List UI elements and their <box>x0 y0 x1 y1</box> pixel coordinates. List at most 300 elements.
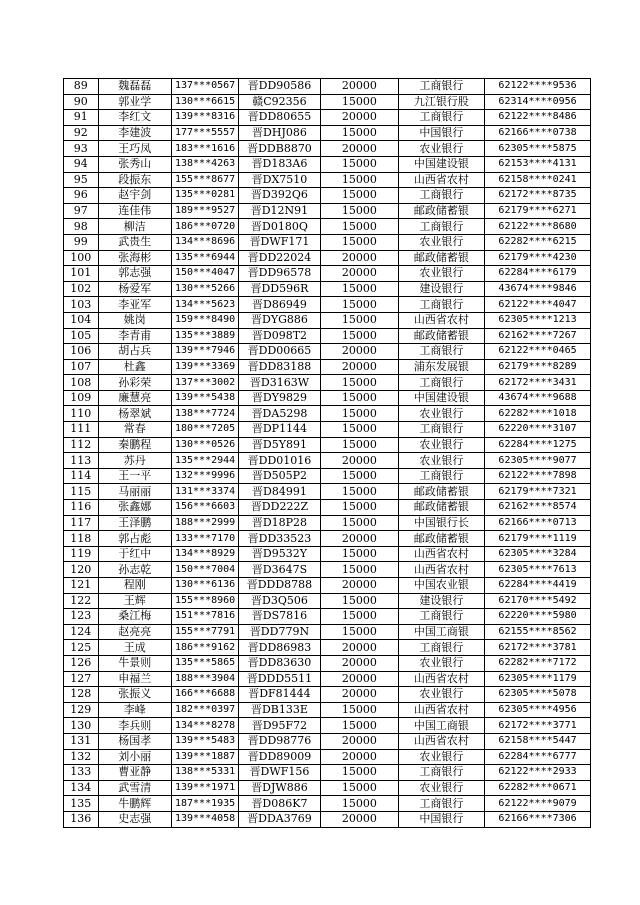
card-number-cell: 62314****0956 <box>485 94 591 110</box>
plate-number-cell: 晋D86949 <box>238 297 320 313</box>
name-cell: 牛景则 <box>98 655 171 671</box>
amount-cell: 15000 <box>320 780 398 796</box>
name-cell: 李红文 <box>98 110 171 126</box>
bank-cell: 山西省农村 <box>398 172 484 188</box>
table-row <box>64 609 591 625</box>
table-row <box>64 172 591 188</box>
phone-cell: 138***4263 <box>171 156 238 172</box>
plate-number-cell: 晋D505P2 <box>238 468 320 484</box>
name-cell: 杨翠斌 <box>98 406 171 422</box>
phone-cell: 133***7170 <box>171 531 238 547</box>
phone-cell: 159***8490 <box>171 312 238 328</box>
name-cell: 连佳伟 <box>98 203 171 219</box>
plate-number-cell: 晋DD96578 <box>238 266 320 282</box>
row-number-cell: 132 <box>64 749 99 765</box>
bank-cell: 工商银行 <box>398 468 484 484</box>
row-number-cell: 97 <box>64 203 99 219</box>
name-cell: 常春 <box>98 422 171 438</box>
card-number-cell: 62122****0465 <box>485 344 591 360</box>
bank-cell: 工商银行 <box>398 422 484 438</box>
amount-cell: 15000 <box>320 468 398 484</box>
plate-number-cell: 晋D9532Y <box>238 546 320 562</box>
phone-cell: 134***8929 <box>171 546 238 562</box>
card-number-cell: 62172****3781 <box>485 640 591 656</box>
table-row <box>64 578 591 594</box>
name-cell: 武贵生 <box>98 234 171 250</box>
payment-table-sheet <box>63 78 591 828</box>
row-number-cell: 136 <box>64 811 99 827</box>
bank-cell: 工商银行 <box>398 640 484 656</box>
amount-cell: 15000 <box>320 562 398 578</box>
phone-cell: 131***3374 <box>171 484 238 500</box>
amount-cell: 15000 <box>320 609 398 625</box>
table-row <box>64 765 591 781</box>
card-number-cell: 62158****0241 <box>485 172 591 188</box>
plate-number-cell: 晋DHJ086 <box>238 125 320 141</box>
bank-cell: 九江银行股 <box>398 94 484 110</box>
name-cell: 杨爱军 <box>98 281 171 297</box>
amount-cell: 20000 <box>320 811 398 827</box>
table-row <box>64 297 591 313</box>
card-number-cell: 62162****8574 <box>485 500 591 516</box>
amount-cell: 15000 <box>320 390 398 406</box>
card-number-cell: 62305****9077 <box>485 453 591 469</box>
amount-cell: 20000 <box>320 578 398 594</box>
phone-cell: 137***0567 <box>171 79 238 95</box>
table-row <box>64 640 591 656</box>
name-cell: 武雪清 <box>98 780 171 796</box>
phone-cell: 134***5623 <box>171 297 238 313</box>
card-number-cell: 62179****7321 <box>485 484 591 500</box>
name-cell: 张振义 <box>98 687 171 703</box>
plate-number-cell: 晋D0180Q <box>238 219 320 235</box>
phone-cell: 180***7205 <box>171 422 238 438</box>
name-cell: 王辉 <box>98 593 171 609</box>
row-number-cell: 94 <box>64 156 99 172</box>
name-cell: 杨国孝 <box>98 733 171 749</box>
table-row <box>64 188 591 204</box>
amount-cell: 20000 <box>320 733 398 749</box>
phone-cell: 139***5483 <box>171 733 238 749</box>
plate-number-cell: 晋D392Q6 <box>238 188 320 204</box>
table-row <box>64 141 591 157</box>
phone-cell: 186***9162 <box>171 640 238 656</box>
row-number-cell: 108 <box>64 375 99 391</box>
table-row <box>64 562 591 578</box>
name-cell: 郭占彪 <box>98 531 171 547</box>
phone-cell: 139***1887 <box>171 749 238 765</box>
phone-cell: 139***1971 <box>171 780 238 796</box>
card-number-cell: 62284****6179 <box>485 266 591 282</box>
row-number-cell: 123 <box>64 609 99 625</box>
row-number-cell: 119 <box>64 546 99 562</box>
card-number-cell: 62282****7172 <box>485 655 591 671</box>
card-number-cell: 62158****5447 <box>485 733 591 749</box>
card-number-cell: 62282****1018 <box>485 406 591 422</box>
bank-cell: 邮政储蓄银 <box>398 500 484 516</box>
amount-cell: 15000 <box>320 281 398 297</box>
bank-cell: 工商银行 <box>398 219 484 235</box>
name-cell: 赵亮亮 <box>98 624 171 640</box>
row-number-cell: 115 <box>64 484 99 500</box>
row-number-cell: 110 <box>64 406 99 422</box>
name-cell: 赵宇剑 <box>98 188 171 204</box>
plate-number-cell: 晋D5Y891 <box>238 437 320 453</box>
phone-cell: 137***3002 <box>171 375 238 391</box>
name-cell: 孙志乾 <box>98 562 171 578</box>
phone-cell: 139***4058 <box>171 811 238 827</box>
name-cell: 李青甫 <box>98 328 171 344</box>
row-number-cell: 101 <box>64 266 99 282</box>
name-cell: 李峰 <box>98 702 171 718</box>
plate-number-cell: 晋D3163W <box>238 375 320 391</box>
phone-cell: 134***8696 <box>171 234 238 250</box>
table-row <box>64 796 591 812</box>
card-number-cell: 62122****9536 <box>485 79 591 95</box>
bank-cell: 中国工商银 <box>398 718 484 734</box>
plate-number-cell: 晋DB133E <box>238 702 320 718</box>
name-cell: 张秀山 <box>98 156 171 172</box>
plate-number-cell: 晋D3647S <box>238 562 320 578</box>
card-number-cell: 62284****1275 <box>485 437 591 453</box>
table-row <box>64 281 591 297</box>
phone-cell: 135***0281 <box>171 188 238 204</box>
plate-number-cell: 晋DD01016 <box>238 453 320 469</box>
bank-cell: 农业银行 <box>398 655 484 671</box>
card-number-cell: 62166****0713 <box>485 515 591 531</box>
name-cell: 王成 <box>98 640 171 656</box>
phone-cell: 139***5438 <box>171 390 238 406</box>
card-number-cell: 62284****6777 <box>485 749 591 765</box>
phone-cell: 155***8677 <box>171 172 238 188</box>
table-row <box>64 125 591 141</box>
phone-cell: 150***7004 <box>171 562 238 578</box>
row-number-cell: 117 <box>64 515 99 531</box>
bank-cell: 建设银行 <box>398 281 484 297</box>
plate-number-cell: 晋DWF171 <box>238 234 320 250</box>
table-row <box>64 250 591 266</box>
bank-cell: 山西省农村 <box>398 702 484 718</box>
name-cell: 李兵则 <box>98 718 171 734</box>
plate-number-cell: 晋DD86983 <box>238 640 320 656</box>
row-number-cell: 135 <box>64 796 99 812</box>
table-row <box>64 359 591 375</box>
name-cell: 马丽丽 <box>98 484 171 500</box>
plate-number-cell: 晋DX7510 <box>238 172 320 188</box>
bank-cell: 工商银行 <box>398 344 484 360</box>
amount-cell: 20000 <box>320 250 398 266</box>
plate-number-cell: 晋D086K7 <box>238 796 320 812</box>
row-number-cell: 118 <box>64 531 99 547</box>
row-number-cell: 121 <box>64 578 99 594</box>
amount-cell: 15000 <box>320 422 398 438</box>
phone-cell: 130***6136 <box>171 578 238 594</box>
bank-cell: 工商银行 <box>398 375 484 391</box>
plate-number-cell: 晋DJW886 <box>238 780 320 796</box>
row-number-cell: 104 <box>64 312 99 328</box>
bank-cell: 农业银行 <box>398 749 484 765</box>
phone-cell: 166***6688 <box>171 687 238 703</box>
amount-cell: 15000 <box>320 765 398 781</box>
amount-cell: 20000 <box>320 266 398 282</box>
name-cell: 郭业学 <box>98 94 171 110</box>
bank-cell: 中国建设银 <box>398 156 484 172</box>
amount-cell: 15000 <box>320 156 398 172</box>
bank-cell: 工商银行 <box>398 796 484 812</box>
amount-cell: 15000 <box>320 188 398 204</box>
row-number-cell: 129 <box>64 702 99 718</box>
bank-cell: 农业银行 <box>398 141 484 157</box>
phone-cell: 189***9527 <box>171 203 238 219</box>
plate-number-cell: 晋D84991 <box>238 484 320 500</box>
plate-number-cell: 晋D12N91 <box>238 203 320 219</box>
bank-cell: 工商银行 <box>398 609 484 625</box>
plate-number-cell: 赣C92356 <box>238 94 320 110</box>
card-number-cell: 62153****4131 <box>485 156 591 172</box>
amount-cell: 15000 <box>320 219 398 235</box>
plate-number-cell: 晋DD90586 <box>238 79 320 95</box>
bank-cell: 农业银行 <box>398 453 484 469</box>
amount-cell: 15000 <box>320 500 398 516</box>
table-row <box>64 375 591 391</box>
table-row <box>64 156 591 172</box>
card-number-cell: 62122****7898 <box>485 468 591 484</box>
bank-cell: 山西省农村 <box>398 562 484 578</box>
bank-cell: 邮政储蓄银 <box>398 531 484 547</box>
card-number-cell: 43674****9846 <box>485 281 591 297</box>
phone-cell: 177***5557 <box>171 125 238 141</box>
plate-number-cell: 晋DD779N <box>238 624 320 640</box>
name-cell: 张海彬 <box>98 250 171 266</box>
amount-cell: 15000 <box>320 546 398 562</box>
plate-number-cell: 晋DD89009 <box>238 749 320 765</box>
amount-cell: 20000 <box>320 141 398 157</box>
amount-cell: 15000 <box>320 796 398 812</box>
row-number-cell: 109 <box>64 390 99 406</box>
table-row <box>64 453 591 469</box>
card-number-cell: 62220****3107 <box>485 422 591 438</box>
phone-cell: 138***7724 <box>171 406 238 422</box>
amount-cell: 15000 <box>320 515 398 531</box>
card-number-cell: 62220****5980 <box>485 609 591 625</box>
card-number-cell: 62179****8289 <box>485 359 591 375</box>
row-number-cell: 126 <box>64 655 99 671</box>
plate-number-cell: 晋DD83188 <box>238 359 320 375</box>
card-number-cell: 62305****1213 <box>485 312 591 328</box>
card-number-cell: 62305****7613 <box>485 562 591 578</box>
phone-cell: 135***6944 <box>171 250 238 266</box>
table-row <box>64 219 591 235</box>
row-number-cell: 89 <box>64 79 99 95</box>
card-number-cell: 62172****3431 <box>485 375 591 391</box>
plate-number-cell: 晋DDA3769 <box>238 811 320 827</box>
phone-cell: 130***6615 <box>171 94 238 110</box>
card-number-cell: 62170****5492 <box>485 593 591 609</box>
amount-cell: 15000 <box>320 312 398 328</box>
plate-number-cell: 晋DD83630 <box>238 655 320 671</box>
phone-cell: 155***8960 <box>171 593 238 609</box>
table-row <box>64 500 591 516</box>
phone-cell: 130***0526 <box>171 437 238 453</box>
amount-cell: 15000 <box>320 437 398 453</box>
name-cell: 段振东 <box>98 172 171 188</box>
phone-cell: 138***5331 <box>171 765 238 781</box>
name-cell: 史志强 <box>98 811 171 827</box>
plate-number-cell: 晋DDB8870 <box>238 141 320 157</box>
plate-number-cell: 晋DWF156 <box>238 765 320 781</box>
table-row <box>64 468 591 484</box>
phone-cell: 150***4047 <box>171 266 238 282</box>
table-row <box>64 390 591 406</box>
name-cell: 秦鹏程 <box>98 437 171 453</box>
card-number-cell: 62172****3771 <box>485 718 591 734</box>
plate-number-cell: 晋DD33523 <box>238 531 320 547</box>
plate-number-cell: 晋D18P28 <box>238 515 320 531</box>
amount-cell: 15000 <box>320 328 398 344</box>
plate-number-cell: 晋D098T2 <box>238 328 320 344</box>
bank-cell: 中国农业银 <box>398 578 484 594</box>
amount-cell: 15000 <box>320 593 398 609</box>
table-row <box>64 79 591 95</box>
phone-cell: 139***7946 <box>171 344 238 360</box>
bank-cell: 工商银行 <box>398 79 484 95</box>
name-cell: 桑江梅 <box>98 609 171 625</box>
table-row <box>64 702 591 718</box>
table-row <box>64 718 591 734</box>
row-number-cell: 91 <box>64 110 99 126</box>
name-cell: 李建波 <box>98 125 171 141</box>
amount-cell: 20000 <box>320 79 398 95</box>
bank-cell: 邮政储蓄银 <box>398 203 484 219</box>
card-number-cell: 62305****4956 <box>485 702 591 718</box>
table-row <box>64 406 591 422</box>
phone-cell: 135***2944 <box>171 453 238 469</box>
amount-cell: 20000 <box>320 531 398 547</box>
amount-cell: 20000 <box>320 687 398 703</box>
phone-cell: 132***9996 <box>171 468 238 484</box>
amount-cell: 20000 <box>320 671 398 687</box>
phone-cell: 139***3369 <box>171 359 238 375</box>
name-cell: 柳洁 <box>98 219 171 235</box>
plate-number-cell: 晋DD80655 <box>238 110 320 126</box>
row-number-cell: 112 <box>64 437 99 453</box>
payment-table <box>63 78 591 828</box>
bank-cell: 农业银行 <box>398 234 484 250</box>
table-row <box>64 94 591 110</box>
row-number-cell: 114 <box>64 468 99 484</box>
bank-cell: 邮政储蓄银 <box>398 250 484 266</box>
name-cell: 王泽鹏 <box>98 515 171 531</box>
phone-cell: 186***0720 <box>171 219 238 235</box>
phone-cell: 188***2999 <box>171 515 238 531</box>
table-row <box>64 437 591 453</box>
phone-cell: 188***3904 <box>171 671 238 687</box>
name-cell: 程刚 <box>98 578 171 594</box>
card-number-cell: 62179****6271 <box>485 203 591 219</box>
card-number-cell: 62179****1119 <box>485 531 591 547</box>
card-number-cell: 62122****8486 <box>485 110 591 126</box>
bank-cell: 农业银行 <box>398 266 484 282</box>
card-number-cell: 62284****4419 <box>485 578 591 594</box>
plate-number-cell: 晋DDD8788 <box>238 578 320 594</box>
bank-cell: 山西省农村 <box>398 671 484 687</box>
table-row <box>64 484 591 500</box>
plate-number-cell: 晋DD596R <box>238 281 320 297</box>
bank-cell: 邮政储蓄银 <box>398 484 484 500</box>
phone-cell: 139***8316 <box>171 110 238 126</box>
amount-cell: 20000 <box>320 640 398 656</box>
card-number-cell: 62162****7267 <box>485 328 591 344</box>
phone-cell: 182***0397 <box>171 702 238 718</box>
row-number-cell: 90 <box>64 94 99 110</box>
name-cell: 孙彩荣 <box>98 375 171 391</box>
row-number-cell: 95 <box>64 172 99 188</box>
name-cell: 王巧凤 <box>98 141 171 157</box>
name-cell: 王一平 <box>98 468 171 484</box>
row-number-cell: 99 <box>64 234 99 250</box>
card-number-cell: 62305****5078 <box>485 687 591 703</box>
amount-cell: 15000 <box>320 718 398 734</box>
amount-cell: 15000 <box>320 406 398 422</box>
row-number-cell: 130 <box>64 718 99 734</box>
card-number-cell: 62305****3284 <box>485 546 591 562</box>
row-number-cell: 113 <box>64 453 99 469</box>
table-row <box>64 328 591 344</box>
table-row <box>64 780 591 796</box>
card-number-cell: 62282****0671 <box>485 780 591 796</box>
table-row <box>64 266 591 282</box>
card-number-cell: 62122****8680 <box>485 219 591 235</box>
amount-cell: 15000 <box>320 234 398 250</box>
name-cell: 杜鑫 <box>98 359 171 375</box>
card-number-cell: 43674****9688 <box>485 390 591 406</box>
plate-number-cell: 晋D95F72 <box>238 718 320 734</box>
phone-cell: 151***7816 <box>171 609 238 625</box>
amount-cell: 15000 <box>320 172 398 188</box>
table-row <box>64 624 591 640</box>
card-number-cell: 62122****2933 <box>485 765 591 781</box>
amount-cell: 20000 <box>320 344 398 360</box>
row-number-cell: 134 <box>64 780 99 796</box>
table-row <box>64 671 591 687</box>
row-number-cell: 92 <box>64 125 99 141</box>
row-number-cell: 128 <box>64 687 99 703</box>
plate-number-cell: 晋DD00665 <box>238 344 320 360</box>
name-cell: 胡占兵 <box>98 344 171 360</box>
name-cell: 牛鹏辉 <box>98 796 171 812</box>
row-number-cell: 116 <box>64 500 99 516</box>
plate-number-cell: 晋DS7816 <box>238 609 320 625</box>
row-number-cell: 100 <box>64 250 99 266</box>
table-row <box>64 515 591 531</box>
amount-cell: 15000 <box>320 125 398 141</box>
row-number-cell: 96 <box>64 188 99 204</box>
card-number-cell: 62172****8735 <box>485 188 591 204</box>
plate-number-cell: 晋DY9829 <box>238 390 320 406</box>
bank-cell: 工商银行 <box>398 188 484 204</box>
row-number-cell: 111 <box>64 422 99 438</box>
plate-number-cell: 晋DA5298 <box>238 406 320 422</box>
bank-cell: 农业银行 <box>398 780 484 796</box>
card-number-cell: 62305****5875 <box>485 141 591 157</box>
row-number-cell: 127 <box>64 671 99 687</box>
plate-number-cell: 晋DD98776 <box>238 733 320 749</box>
table-row <box>64 312 591 328</box>
row-number-cell: 131 <box>64 733 99 749</box>
plate-number-cell: 晋DP1144 <box>238 422 320 438</box>
row-number-cell: 125 <box>64 640 99 656</box>
card-number-cell: 62155****8562 <box>485 624 591 640</box>
